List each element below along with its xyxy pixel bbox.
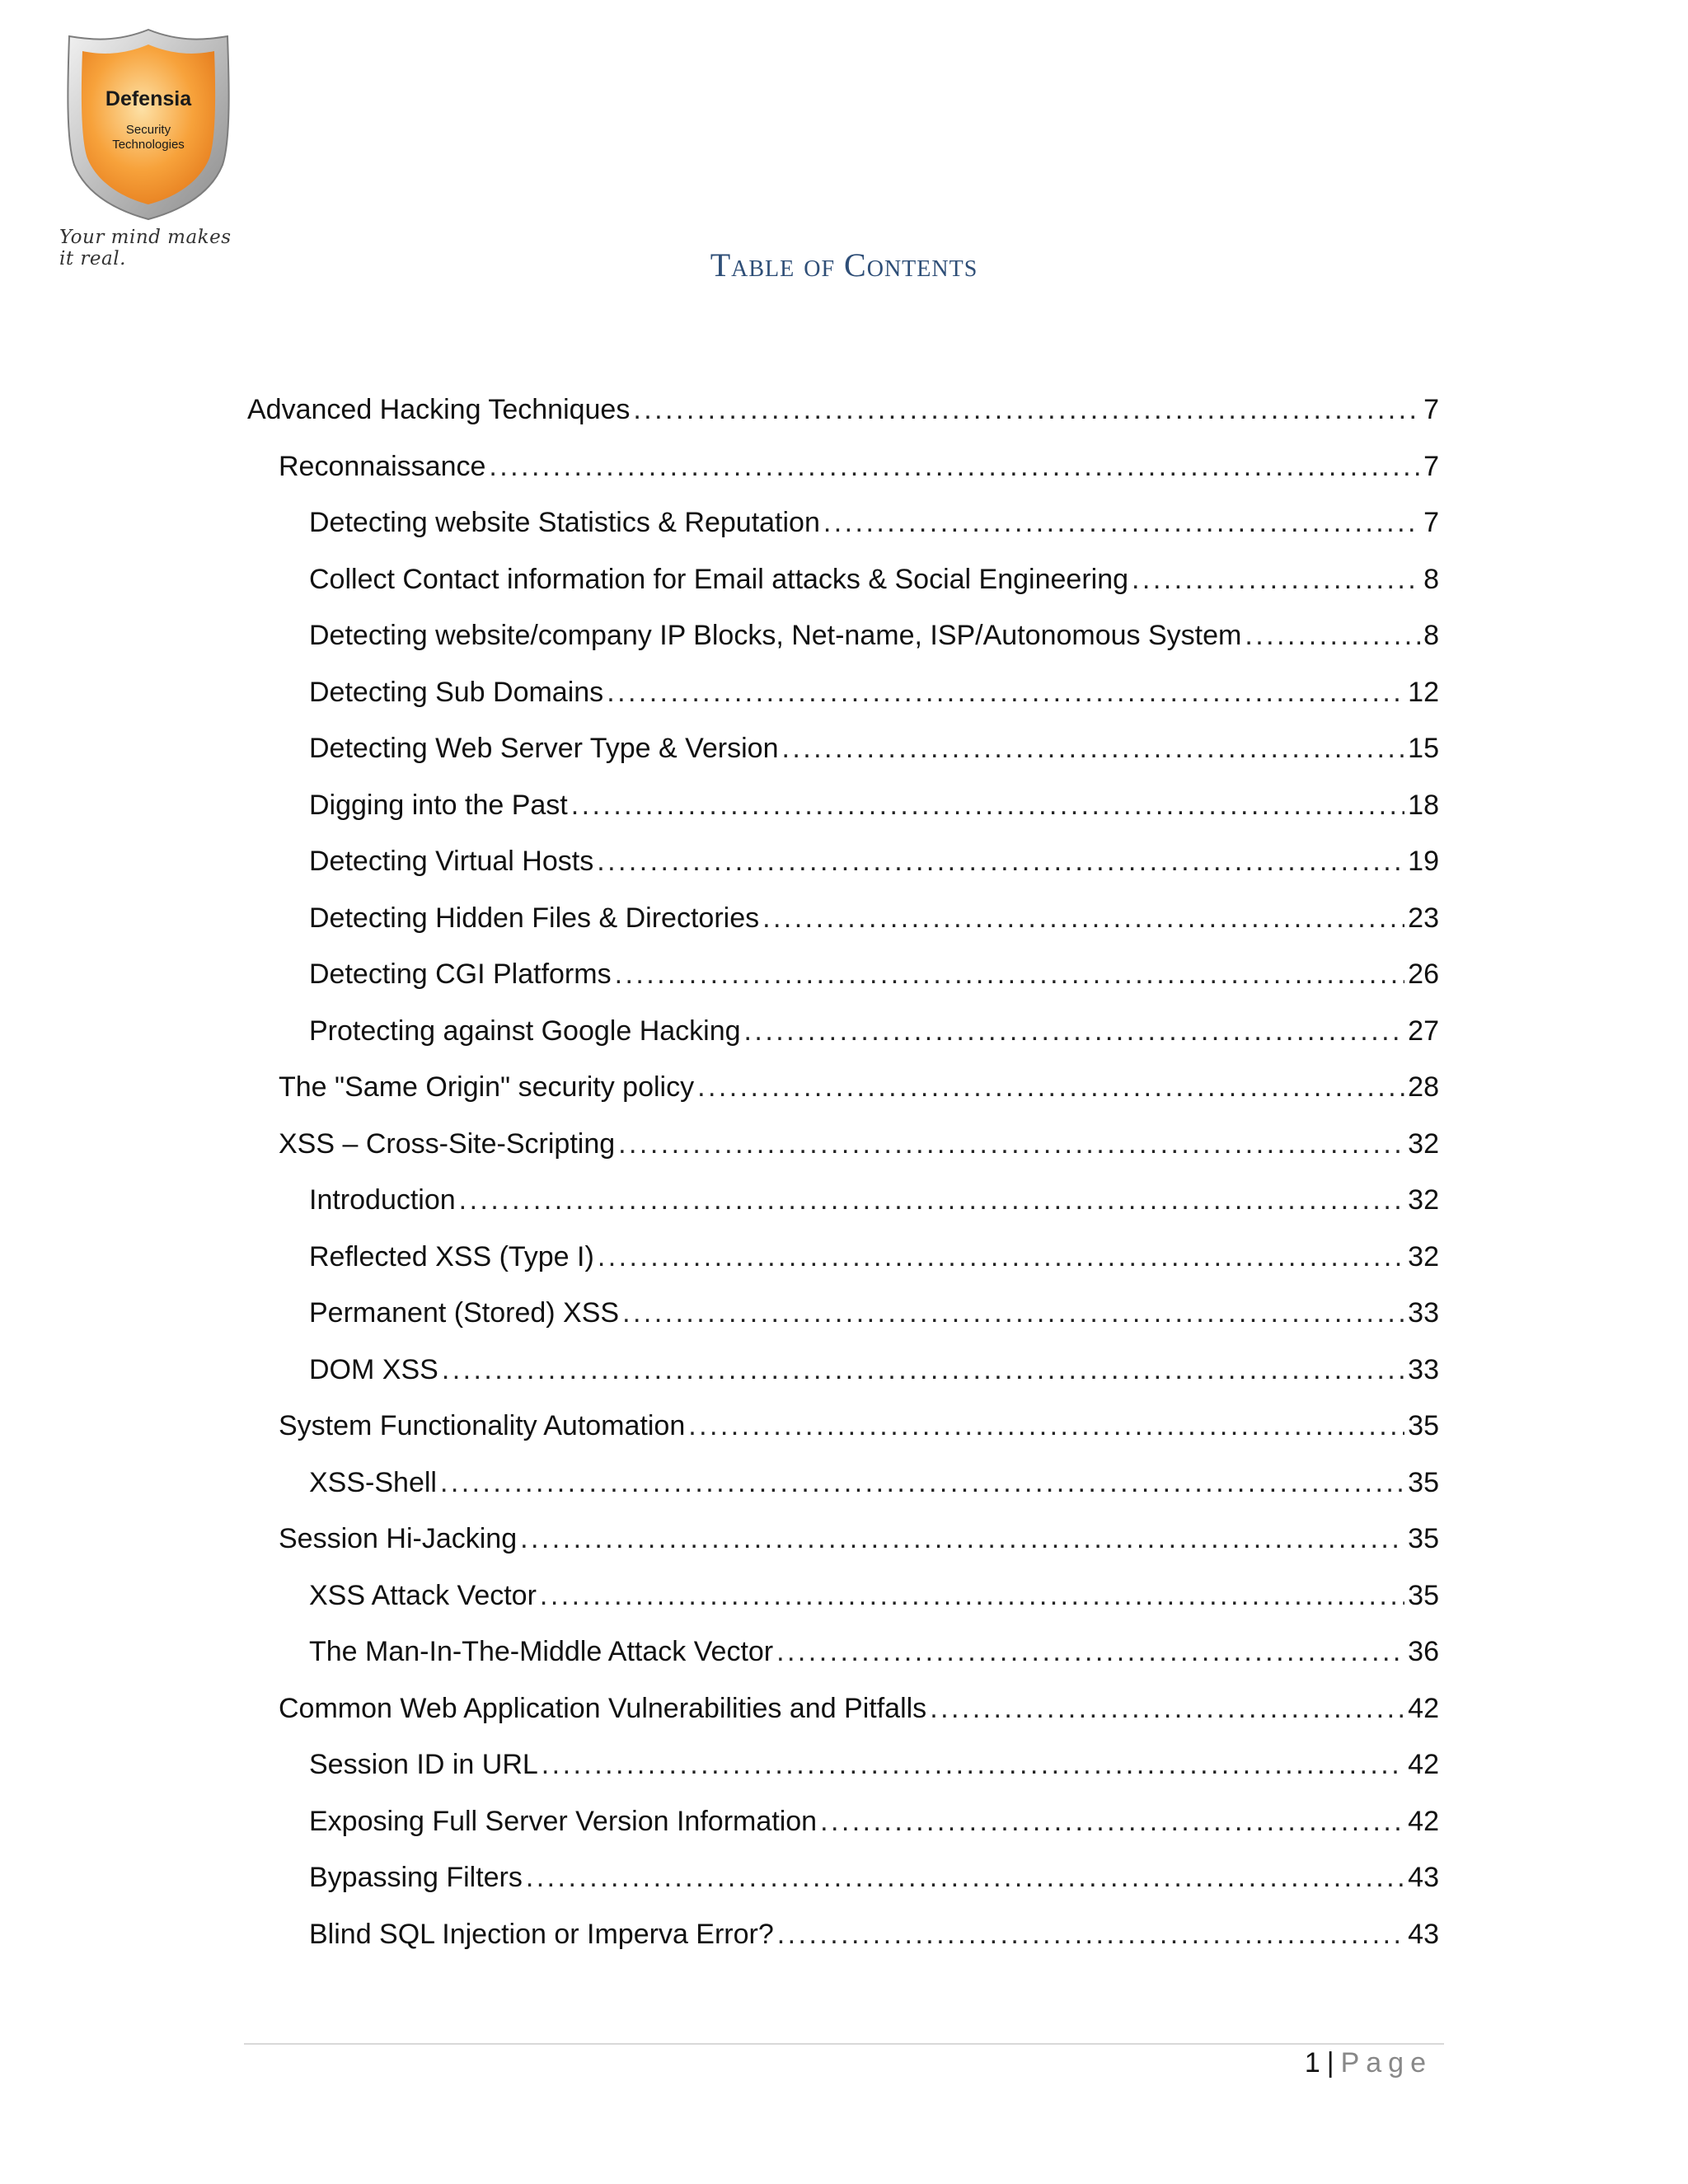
toc-entry-label: Advanced Hacking Techniques [247, 394, 631, 425]
toc-dot-leader [762, 902, 1404, 935]
toc-entry[interactable] [309, 1580, 1439, 1626]
toc-entry-label: Exposing Full Server Version Information [309, 1805, 818, 1837]
toc-entry-label: Blind SQL Injection or Imperva Error? [309, 1918, 774, 1950]
toc-entry-page-number: 15 [1408, 733, 1439, 764]
toc-dot-leader [607, 677, 1404, 709]
toc-entry[interactable] [309, 733, 1439, 779]
toc-entry-page-number: 35 [1408, 1466, 1439, 1498]
toc-entry[interactable] [309, 1297, 1439, 1343]
toc-dot-leader [615, 958, 1405, 991]
page-title: Table of Contents [710, 246, 978, 284]
toc-entry[interactable] [309, 790, 1439, 836]
toc-entry-label: XSS Attack Vector [309, 1579, 537, 1611]
toc-entry-label: System Functionality Automation [279, 1410, 686, 1441]
toc-entry[interactable] [279, 1410, 1439, 1456]
toc-entry-page-number: 33 [1408, 1297, 1439, 1329]
toc-dot-leader [459, 1184, 1405, 1216]
toc-entry-label: Protecting against Google Hacking [309, 1015, 741, 1047]
toc-entry[interactable] [279, 1128, 1439, 1174]
toc-dot-leader [1245, 620, 1420, 652]
toc-entry[interactable] [309, 564, 1439, 610]
toc-entry-page-number: 7 [1423, 507, 1439, 538]
toc-dot-leader [823, 507, 1420, 539]
toc-entry-label: XSS – Cross-Site-Scripting [279, 1127, 616, 1160]
toc-dot-leader [688, 1410, 1404, 1442]
toc-dot-leader [777, 1919, 1404, 1951]
logo-line1-text: Security [125, 123, 171, 137]
toc-dot-leader [542, 1749, 1404, 1781]
toc-dot-leader [571, 790, 1404, 822]
toc-entry[interactable] [309, 1015, 1439, 1062]
toc-entry-page-number: 27 [1408, 1015, 1439, 1047]
toc-dot-leader [697, 1071, 1404, 1104]
toc-entry[interactable] [309, 1467, 1439, 1513]
toc-entry[interactable] [309, 1919, 1439, 1965]
toc-entry-page-number: 32 [1408, 1184, 1439, 1216]
toc-entry-label: Permanent (Stored) XSS [309, 1297, 620, 1329]
toc-entry-label: Detecting Sub Domains [309, 676, 604, 708]
toc-dot-leader [526, 1862, 1404, 1894]
footer-divider [244, 2043, 1444, 2045]
toc-entry-page-number: 35 [1408, 1410, 1439, 1441]
company-logo [58, 25, 239, 255]
toc-entry-page-number: 36 [1408, 1636, 1439, 1667]
toc-entry-page-number: 32 [1408, 1240, 1439, 1272]
toc-dot-leader [633, 394, 1420, 426]
toc-dot-leader [930, 1693, 1404, 1725]
toc-dot-leader [1132, 564, 1420, 596]
toc-entry-page-number: 18 [1408, 789, 1439, 821]
toc-entry-page-number: 7 [1423, 450, 1439, 482]
toc-dot-leader [618, 1128, 1404, 1160]
logo-brand-text: Defensia [105, 87, 192, 110]
toc-entry-page-number: 28 [1408, 1071, 1439, 1103]
toc-entry-label: Session Hi-Jacking [279, 1523, 518, 1554]
toc-entry[interactable] [309, 1862, 1439, 1908]
toc-entry-page-number: 32 [1408, 1127, 1439, 1160]
toc-entry[interactable] [309, 902, 1439, 949]
toc-dot-leader [540, 1580, 1404, 1612]
toc-entry-label: Detecting Hidden Files & Directories [309, 902, 760, 934]
toc-dot-leader [442, 1354, 1404, 1386]
toc-entry-label: XSS-Shell [309, 1466, 437, 1498]
toc-entry[interactable] [309, 1241, 1439, 1287]
toc-entry-label: Session ID in URL [309, 1749, 538, 1780]
toc-entry-page-number: 8 [1423, 620, 1439, 651]
footer-separator: | [1326, 2047, 1334, 2079]
toc-entry-page-number: 23 [1408, 902, 1439, 934]
toc-entry-page-number: 35 [1408, 1579, 1439, 1611]
toc-entry-page-number: 8 [1423, 563, 1439, 595]
toc-entry[interactable] [309, 1184, 1439, 1230]
toc-entry[interactable] [309, 846, 1439, 892]
toc-entry[interactable] [309, 1636, 1439, 1682]
toc-entry-label: Detecting Virtual Hosts [309, 846, 594, 877]
toc-entry-label: The "Same Origin" security policy [279, 1071, 695, 1103]
shield-icon [58, 25, 239, 223]
toc-dot-leader [776, 1636, 1404, 1668]
toc-entry-label: Reconnaissance [279, 450, 486, 482]
toc-entry-page-number: 7 [1423, 394, 1439, 425]
toc-entry-label: Common Web Application Vulnerabilities and Pitfalls [279, 1692, 927, 1724]
toc-entry-label: DOM XSS [309, 1353, 438, 1385]
toc-entry-page-number: 35 [1408, 1523, 1439, 1554]
toc-entry[interactable] [309, 958, 1439, 1005]
toc-entry-label: The Man-In-The-Middle Attack Vector [309, 1636, 774, 1667]
toc-dot-leader [622, 1297, 1404, 1329]
toc-entry[interactable] [309, 1354, 1439, 1400]
toc-entry[interactable] [309, 620, 1439, 666]
toc-entry[interactable] [309, 507, 1439, 553]
toc-entry[interactable] [309, 1749, 1439, 1795]
toc-entry[interactable] [309, 1806, 1439, 1852]
toc-entry-label: Detecting CGI Platforms [309, 958, 612, 990]
toc-dot-leader [598, 1241, 1404, 1273]
toc-dot-leader [489, 451, 1420, 483]
toc-entry-label: Introduction [309, 1184, 456, 1216]
toc-entry-label: Reflected XSS (Type I) [309, 1240, 594, 1272]
toc-dot-leader [440, 1467, 1404, 1499]
toc-entry-page-number: 26 [1408, 958, 1439, 990]
toc-entry[interactable] [279, 1071, 1439, 1118]
toc-entry-page-number: 12 [1408, 676, 1439, 708]
toc-dot-leader [520, 1523, 1404, 1555]
toc-entry-label: Detecting website Statistics & Reputation [309, 507, 820, 538]
toc-entry-label: Bypassing Filters [309, 1862, 523, 1893]
toc-entry[interactable] [279, 451, 1439, 497]
toc-entry-page-number: 19 [1408, 846, 1439, 877]
toc-entry[interactable] [279, 1693, 1439, 1739]
toc-entry-label: Detecting website/company IP Blocks, Net-name, ISP/Autonomous System [309, 620, 1242, 651]
toc-dot-leader [597, 846, 1404, 878]
toc-dot-leader [744, 1015, 1405, 1047]
toc-entry[interactable] [279, 1523, 1439, 1569]
toc-entry-label: Collect Contact information for Email attacks & Social Engineering [309, 563, 1129, 595]
toc-entry-page-number: 42 [1408, 1692, 1439, 1724]
toc-dot-leader [781, 733, 1404, 765]
toc-dot-leader [820, 1806, 1404, 1838]
toc-entry-page-number: 42 [1408, 1805, 1439, 1837]
logo-tagline: Your mind makes it real. [59, 227, 232, 269]
toc-entry[interactable] [247, 394, 1439, 440]
logo-line2-text: Technologies [112, 138, 185, 152]
toc-entry-page-number: 43 [1408, 1862, 1439, 1893]
toc-entry-label: Detecting Web Server Type & Version [309, 733, 779, 764]
toc-entry-page-number: 42 [1408, 1749, 1439, 1780]
footer-page-word: Page [1340, 2047, 1432, 2079]
toc-entry-page-number: 43 [1408, 1918, 1439, 1950]
toc-entry[interactable] [309, 677, 1439, 723]
toc-entry-page-number: 33 [1408, 1353, 1439, 1385]
footer-page-number: 1 [1304, 2047, 1320, 2079]
toc-entry-label: Digging into the Past [309, 789, 568, 821]
page-footer [1305, 2047, 1432, 2079]
